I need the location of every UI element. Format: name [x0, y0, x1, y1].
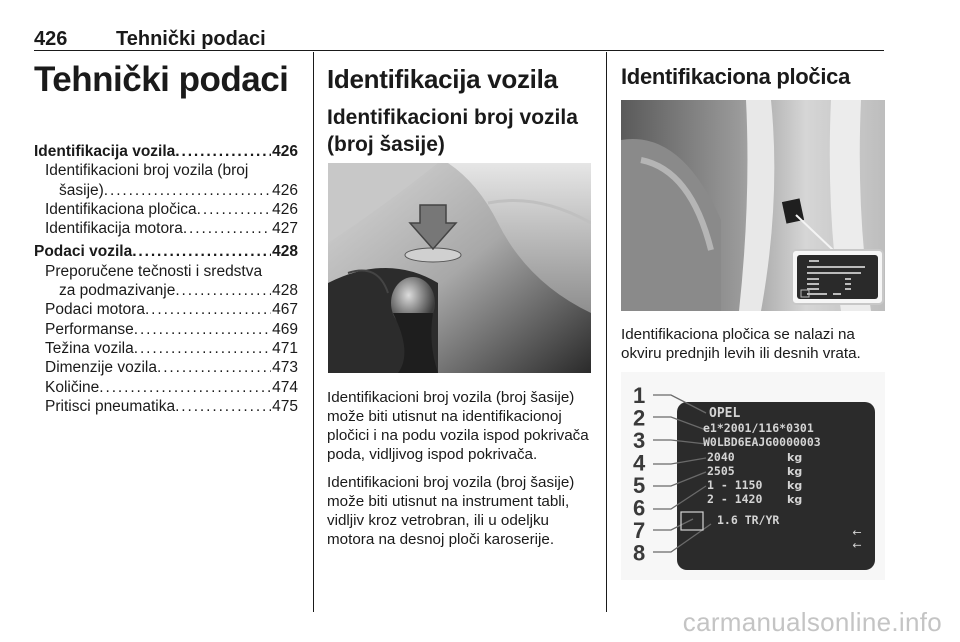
vin-paragraph: Identifikacioni broj vozila (broj šasije) može biti utisnut na instrument tabli, vidljiv kroz vetrobran, ili u odeljku motora na desnoj ploči karoserije. — [327, 474, 575, 548]
plate-unit: kg — [787, 493, 803, 506]
toc-page-number: 428 — [272, 282, 298, 300]
toc-entry[interactable] — [34, 397, 298, 416]
toc-page-number: 428 — [272, 243, 298, 261]
toc-leader-dots — [104, 181, 271, 200]
toc-entry-title: šasije) — [59, 181, 104, 199]
callout-number: 4 — [633, 450, 646, 476]
callout-number: 8 — [633, 540, 646, 566]
callout-number: 6 — [633, 495, 646, 521]
callout-number: 7 — [633, 518, 646, 543]
plate-line: 1.6 TR/YR — [717, 513, 780, 527]
toc-page-number: 473 — [272, 359, 298, 377]
callout-number: 5 — [633, 473, 646, 498]
toc-leader-dots — [132, 242, 271, 261]
toc-entry-title: Identifikacija motora — [45, 220, 183, 238]
toc-entry[interactable] — [34, 339, 298, 358]
vin-description — [327, 388, 597, 558]
toc-entry-title: Pritisci pneumatika — [45, 397, 176, 415]
toc-entry-title: Količine — [45, 378, 100, 396]
toc-entry[interactable] — [34, 300, 298, 319]
section-title: Identifikacija vozila — [327, 64, 558, 94]
toc-entry-title: Podaci motora — [45, 301, 145, 319]
callout-number: 2 — [633, 405, 646, 431]
toc-entry-title: Dimenzije vozila — [45, 359, 157, 377]
plate-line: 2040 — [707, 450, 735, 464]
toc-entry[interactable] — [34, 320, 298, 339]
svg-text:↓ ↓: ↓ ↓ — [850, 528, 863, 550]
toc-leader-dots — [145, 300, 271, 319]
toc-entry[interactable] — [34, 358, 298, 377]
toc-entry[interactable] — [34, 200, 298, 219]
toc-leader-dots — [99, 378, 271, 397]
vin-paragraph: Identifikacioni broj vozila (broj šasije) može biti utisnut na identifikacionoj pločici i na podu vozila ispod pokrivača poda, vidljivog ispod pokrivača. — [327, 389, 589, 463]
plate-line: 1 - 1150 — [707, 478, 763, 492]
plate-unit: kg — [787, 465, 803, 478]
callout-number: 3 — [633, 428, 646, 453]
toc-page-number: 426 — [272, 200, 298, 218]
toc-leader-dots — [134, 320, 271, 339]
plate-line: W0LBD6EAJG0000003 — [703, 435, 821, 449]
plate-line: 2 - 1420 — [707, 492, 763, 506]
toc-leader-dots — [175, 142, 271, 161]
column-divider — [606, 52, 607, 612]
section-title: Identifikaciona pločica — [621, 64, 851, 89]
toc-page-number: 469 — [272, 320, 298, 338]
plate-line: OPEL — [709, 406, 741, 421]
toc-entry-title: za podmazivanje — [59, 282, 176, 300]
chapter-title: Tehnički podaci — [34, 60, 289, 99]
toc-entry-line: Preporučene tečnosti i sredstva — [45, 262, 263, 280]
toc-section-entry[interactable] — [34, 142, 298, 161]
toc-entry-title: Performanse — [45, 320, 134, 338]
toc-page-number: 471 — [272, 339, 298, 357]
toc-entry[interactable] — [34, 219, 298, 238]
toc-leader-dots — [175, 397, 271, 416]
toc-leader-dots — [183, 219, 271, 238]
watermark: carmanualsonline.info — [682, 607, 942, 637]
running-header: Tehnički podaci — [116, 28, 266, 50]
toc-page-number: 426 — [272, 143, 298, 160]
plate-line: 2505 — [707, 464, 735, 478]
toc-leader-dots — [197, 200, 271, 219]
toc-entry-title: Težina vozila — [45, 339, 134, 357]
toc-entry-title: Identifikacija vozila — [34, 143, 176, 160]
identification-plate-diagram — [621, 372, 885, 580]
toc-leader-dots — [134, 339, 271, 358]
vin-floor-photo — [328, 163, 591, 373]
toc-page-number: 475 — [272, 397, 298, 415]
plate-line: e1*2001/116*0301 — [703, 421, 814, 435]
toc-entry[interactable] — [34, 281, 298, 300]
toc-entry-line: Identifikacioni broj vozila (broj — [45, 162, 249, 180]
plate-location-text: Identifikaciona pločica se nalazi na okviru prednjih levih ili desnih vrata. — [621, 326, 861, 362]
callout-number: 1 — [633, 383, 646, 408]
header-rule — [34, 50, 884, 51]
table-of-contents — [34, 142, 298, 416]
toc-page-number: 474 — [272, 378, 298, 396]
toc-leader-dots — [175, 281, 271, 300]
toc-entry-title: Podaci vozila — [34, 243, 133, 261]
subsection-title: Identifikacioni broj vozila (broj šasije) — [327, 106, 578, 156]
page-number: 426 — [34, 28, 68, 50]
toc-page-number: 426 — [272, 181, 298, 199]
column-divider — [313, 52, 314, 612]
toc-section-entry[interactable] — [34, 242, 298, 261]
toc-page-number: 427 — [272, 220, 298, 238]
plate-unit: kg — [787, 451, 803, 464]
toc-entry[interactable] — [34, 378, 298, 397]
toc-leader-dots — [157, 358, 271, 377]
door-frame-photo — [621, 100, 885, 311]
toc-entry[interactable] — [34, 181, 298, 200]
toc-entry-title: Identifikaciona pločica — [45, 200, 197, 218]
plate-unit: kg — [787, 479, 803, 492]
toc-page-number: 467 — [272, 301, 298, 319]
